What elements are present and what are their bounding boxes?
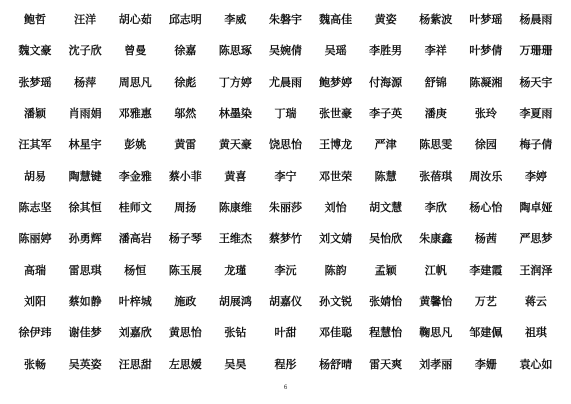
- name-cell: 胡易: [24, 169, 47, 183]
- name-cell: 周扬: [174, 201, 197, 215]
- name-cell: 桂师文: [118, 201, 152, 215]
- name-cell: 杨茜: [474, 232, 497, 246]
- name-cell: 左思嫒: [168, 357, 202, 371]
- name-cell: 李沅: [274, 263, 297, 277]
- name-cell: 吴怡欣: [369, 232, 403, 246]
- name-cell: 朱康鑫: [419, 232, 453, 246]
- name-cell: 张世豪: [319, 107, 353, 121]
- name-cell: 邱志明: [168, 13, 202, 27]
- name-cell: 李金雅: [118, 169, 152, 183]
- name-cell: 胡嘉仪: [268, 295, 302, 309]
- name-cell: 蔡小菲: [168, 169, 202, 183]
- name-cell: 刘嘉欣: [118, 326, 152, 340]
- name-cell: 李胜男: [369, 44, 403, 58]
- name-cell: 陈康维: [218, 201, 252, 215]
- name-cell: 张畅: [24, 357, 47, 371]
- name-cell: 杨晨雨: [519, 13, 553, 27]
- name-cell: 李欣: [424, 201, 447, 215]
- name-cell: 杨恒: [124, 263, 147, 277]
- name-cell: 刘孝丽: [419, 357, 453, 371]
- name-cell: 杨子琴: [168, 232, 202, 246]
- name-cell: 陈韵: [324, 263, 347, 277]
- name-cell: 吴婉倩: [268, 44, 302, 58]
- name-cell: 杨天宇: [519, 75, 553, 89]
- name-cell: 梅子倩: [519, 138, 553, 152]
- name-cell: 徐其恒: [68, 201, 102, 215]
- name-cell: 尤晨雨: [268, 75, 302, 89]
- name-cell: 沈子欣: [68, 44, 102, 58]
- name-cell: 舒锦: [424, 75, 447, 89]
- name-cell: 胡文慧: [369, 201, 403, 215]
- name-cell: 徐嘉: [174, 44, 197, 58]
- name-cell: 李夏雨: [519, 107, 553, 121]
- name-cell: 丁方婷: [218, 75, 252, 89]
- name-cell: 程彤: [274, 357, 297, 371]
- name-cell: 邓雅惠: [118, 107, 152, 121]
- name-cell: 黄姿: [374, 13, 397, 27]
- name-cell: 刘阳: [24, 295, 47, 309]
- name-cell: 黄馨怡: [419, 295, 453, 309]
- name-cell: 张钻: [224, 326, 247, 340]
- name-cell: 蔡梦竹: [268, 232, 302, 246]
- name-cell: 饶思怡: [268, 138, 302, 152]
- name-cell: 雷思琪: [68, 263, 102, 277]
- name-cell: 潘颖: [24, 107, 47, 121]
- name-cell: 魏文豪: [18, 44, 52, 58]
- name-cell: 张蓓琪: [419, 169, 453, 183]
- name-cell: 鲍梦婷: [319, 75, 353, 89]
- name-cell: 张梦瑶: [18, 75, 52, 89]
- name-cell: 周思凡: [118, 75, 152, 89]
- name-cell: 邬然: [174, 107, 197, 121]
- name-cell: 孙勇辉: [68, 232, 102, 246]
- name-cell: 高瑞: [24, 263, 47, 277]
- name-cell: 祖琪: [524, 326, 547, 340]
- name-cell: 吴瑶: [324, 44, 347, 58]
- name-cell: 王润泽: [519, 263, 553, 277]
- name-cell: 邹建佩: [469, 326, 503, 340]
- name-cell: 张婧怡: [369, 295, 403, 309]
- name-cell: 邓佳聪: [319, 326, 353, 340]
- name-cell: 陈慧: [374, 169, 397, 183]
- name-cell: 李宁: [274, 169, 297, 183]
- name-cell: 袁心如: [519, 357, 553, 371]
- name-cell: 邓世荣: [319, 169, 353, 183]
- name-cell: 黄雷: [174, 138, 197, 152]
- name-cell: 黄喜: [224, 169, 247, 183]
- name-cell: 王博龙: [319, 138, 353, 152]
- name-cell: 蒋云: [524, 295, 547, 309]
- name-cell: 李子英: [369, 107, 403, 121]
- name-cell: 严思梦: [519, 232, 553, 246]
- name-cell: 陈丽婷: [18, 232, 52, 246]
- name-cell: 江帆: [424, 263, 447, 277]
- name-cell: 陈玉展: [168, 263, 202, 277]
- name-cell: 万艺: [474, 295, 497, 309]
- name-cell: 陶卓娅: [519, 201, 553, 215]
- name-cell: 肖雨娟: [68, 107, 102, 121]
- name-cell: 杨心怡: [469, 201, 503, 215]
- name-cell: 蔡如静: [68, 295, 102, 309]
- name-cell: 黄思怡: [168, 326, 202, 340]
- name-cell: 朱磐宇: [268, 13, 302, 27]
- name-cell: 陈志坚: [18, 201, 52, 215]
- name-cell: 潘庚: [424, 107, 447, 121]
- name-cell: 程慧怡: [369, 326, 403, 340]
- name-cell: 鲍哲: [24, 13, 47, 27]
- name-cell: 曾曼: [124, 44, 147, 58]
- name-cell: 刘文婧: [319, 232, 353, 246]
- name-cell: 杨舒晴: [319, 357, 353, 371]
- name-cell: 雷天爽: [369, 357, 403, 371]
- name-cell: 叶梦倩: [469, 44, 503, 58]
- name-cell: 胡展鸿: [218, 295, 252, 309]
- name-cell: 鞠思凡: [419, 326, 453, 340]
- name-cell: 施政: [174, 295, 197, 309]
- name-cell: 陈思雯: [419, 138, 453, 152]
- name-cell: 龙瑾: [224, 263, 247, 277]
- name-cell: 李建霞: [469, 263, 503, 277]
- name-cell: 万珊珊: [519, 44, 553, 58]
- name-cell: 付海源: [369, 75, 403, 89]
- name-cell: 李姗: [474, 357, 497, 371]
- name-cell: 魏高佳: [319, 13, 353, 27]
- name-cell: 朱丽莎: [268, 201, 302, 215]
- name-cell: 叶梓城: [118, 295, 152, 309]
- name-cell: 汪其军: [18, 138, 52, 152]
- name-cell: 黄天豪: [218, 138, 252, 152]
- name-cell: 王维杰: [218, 232, 252, 246]
- name-cell: 胡心茹: [118, 13, 152, 27]
- name-cell: 彭姚: [124, 138, 147, 152]
- name-cell: 孙文锐: [319, 295, 353, 309]
- name-cell: 张玲: [474, 107, 497, 121]
- name-cell: 李威: [224, 13, 247, 27]
- name-cell: 刘怡: [324, 201, 347, 215]
- page-number: 6: [283, 384, 288, 391]
- name-cell: 谢佳梦: [68, 326, 102, 340]
- name-cell: 陈思琢: [218, 44, 252, 58]
- name-cell: 丁瑞: [274, 107, 297, 121]
- name-cell: 杨萍: [74, 75, 97, 89]
- name-cell: 徐伊玮: [18, 326, 52, 340]
- name-cell: 林星宇: [68, 138, 102, 152]
- name-cell: 汪思甜: [118, 357, 152, 371]
- name-cell: 严津: [374, 138, 397, 152]
- name-cell: 徐园: [474, 138, 497, 152]
- name-cell: 吴昊: [224, 357, 247, 371]
- name-cell: 李婷: [524, 169, 547, 183]
- name-cell: 徐彪: [174, 75, 197, 89]
- name-grid: [10, 4, 561, 380]
- name-cell: 李祥: [424, 44, 447, 58]
- name-cell: 周汝乐: [469, 169, 503, 183]
- name-cell: 孟颖: [374, 263, 397, 277]
- name-cell: 叶甜: [274, 326, 297, 340]
- name-cell: 杨紫波: [419, 13, 453, 27]
- name-cell: 陈凝湘: [469, 75, 503, 89]
- name-cell: 汪洋: [74, 13, 97, 27]
- name-cell: 林墨染: [218, 107, 252, 121]
- name-cell: 陶慧键: [68, 169, 102, 183]
- name-cell: 叶梦瑶: [469, 13, 503, 27]
- name-cell: 潘高岩: [118, 232, 152, 246]
- name-cell: 吴英姿: [68, 357, 102, 371]
